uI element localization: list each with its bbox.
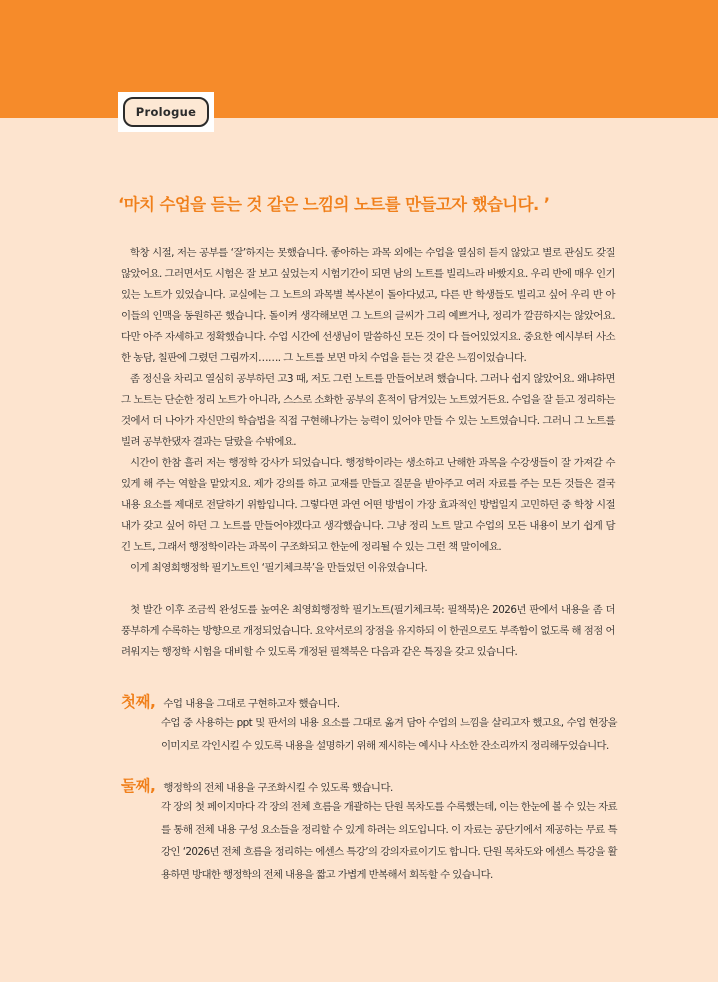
paragraph: 첫 발간 이후 조금씩 완성도를 높여온 최영희행정학 필기노트(필기체크북: 필책북)은 2026년 판에서 내용을 좀 더 풍부하게 수록하는 방향으로 개정되었습니다. 요약서로의 장점을 유지하되 이 한권으로도 부족함이 없도록 해 점점 어려워지는 행정학 시험을 대비할 수 있도록 개정된 필책북은 다음과 같은 특징을 갖고 있습니다. <box>121 604 615 658</box>
header-band <box>0 0 718 118</box>
feature-second <box>121 774 621 886</box>
feature-head <box>121 774 621 796</box>
prologue-label: Prologue <box>123 97 209 127</box>
feature-detail: 각 장의 첫 페이지마다 각 장의 전체 흐름을 개괄하는 단원 목차도를 수록했는데, 이는 한눈에 볼 수 있는 자료를 통해 전체 내용 구성 요소들을 정리할 수 있게 하려는 의도입니다. 이 자료는 공단기에서 제공하는 무료 특강인 ‘2026년 전체 흐름을 정리하는 에센스 특강’의 강의자료이기도 합니다. 단원 목차도와 에센스 특강을 활용하면 방대한 행정학의 전체 내용을 짧고 가볍게 반복해서 회독할 수 있습니다. <box>161 801 617 881</box>
feature-head <box>121 690 621 712</box>
feature-number: 둘째, <box>121 777 156 795</box>
feature-first <box>121 690 621 757</box>
paragraph: 이게 최영희행정학 필기노트인 ‘필기체크북’을 만들었던 이유였습니다. <box>130 562 428 574</box>
prologue-body <box>121 243 615 663</box>
feature-number: 첫째, <box>121 693 156 711</box>
feature-lead: 행정학의 전체 내용을 구조화시킬 수 있도록 했습니다. <box>163 782 393 794</box>
paragraph: 시간이 한참 흘러 저는 행정학 강사가 되었습니다. 행정학이라는 생소하고 난해한 과목을 수강생들이 잘 가져갈 수 있게 해 주는 역할을 맡았지요. 제가 강의를 하고 교재를 만들고 질문을 받아주고 여러 자료를 주는 모든 것들은 결국 내용 요소를 제대로 전달하기 위함입니다. 그렇다면 과연 어떤 방법이 가장 효과적인 방법일지 고민하던 중 학창 시절 내가 갖고 싶어 하던 그 노트를 만들어야겠다고 생각했습니다. 그냥 정리 노트 말고 수업의 모든 내용이 보기 쉽게 담긴 노트, 그래서 행정학이라는 과목이 구조화되고 한눈에 정리될 수 있는 그런 책 말이에요. <box>121 457 615 553</box>
prologue-badge <box>118 92 214 132</box>
page-title: ‘마치 수업을 듣는 것 같은 느낌의 노트를 만들고자 했습니다. ’ <box>118 195 550 214</box>
paragraph: 좀 정신을 차리고 열심히 공부하던 고3 때, 저도 그런 노트를 만들어보려 했습니다. 그러나 쉽지 않았어요. 왜냐하면 그 노트는 단순한 정리 노트가 아니라, 스스로 소화한 공부의 흔적이 담겨있는 노트였거든요. 수업을 잘 듣고 정리하는 것에서 더 나아가 자신만의 학습법을 직접 구현해나가는 능력이 있어야 만들 수 있는 노트였습니다. 그러니 그 노트를 빌려 공부한댔자 결과는 달랐을 수밖에요. <box>121 373 615 448</box>
paragraph: 학창 시절, 저는 공부를 ‘잘’하지는 못했습니다. 좋아하는 과목 외에는 수업을 열심히 듣지 않았고 별로 관심도 갖질 않았어요. 그러면서도 시험은 잘 보고 싶었는지 시험기간이 되면 남의 노트를 빌리느라 바빴지요. 우리 반에 매우 인기 있는 노트가 있었습니다. 교실에는 그 노트의 과목별 복사본이 돌아다녔고, 다른 반 학생들도 빌리고 싶어 우리 반 아이들의 인맥을 동원하곤 했습니다. 돌이켜 생각해보면 그 노트의 글씨가 그리 예쁘거나, 정리가 깔끔하지는 않았어요. 다만 아주 자세하고 정확했습니다. 수업 시간에 선생님이 말씀하신 모든 것이 다 들어있었지요. 중요한 예시부터 사소한 농담, 칠판에 그렸던 그림까지……. 그 노트를 보면 마치 수업을 듣는 것 같은 느낌이었습니다. <box>121 247 615 364</box>
feature-detail: 수업 중 사용하는 ppt 및 판서의 내용 요소를 그대로 옮겨 담아 수업의 느낌을 살리고자 했고요, 수업 현장을 이미지로 각인시킬 수 있도록 내용을 설명하기 위해 제시하는 예시나 사소한 잔소리까지 정리해두었습니다. <box>161 717 617 752</box>
feature-lead: 수업 내용을 그대로 구현하고자 했습니다. <box>163 698 340 710</box>
